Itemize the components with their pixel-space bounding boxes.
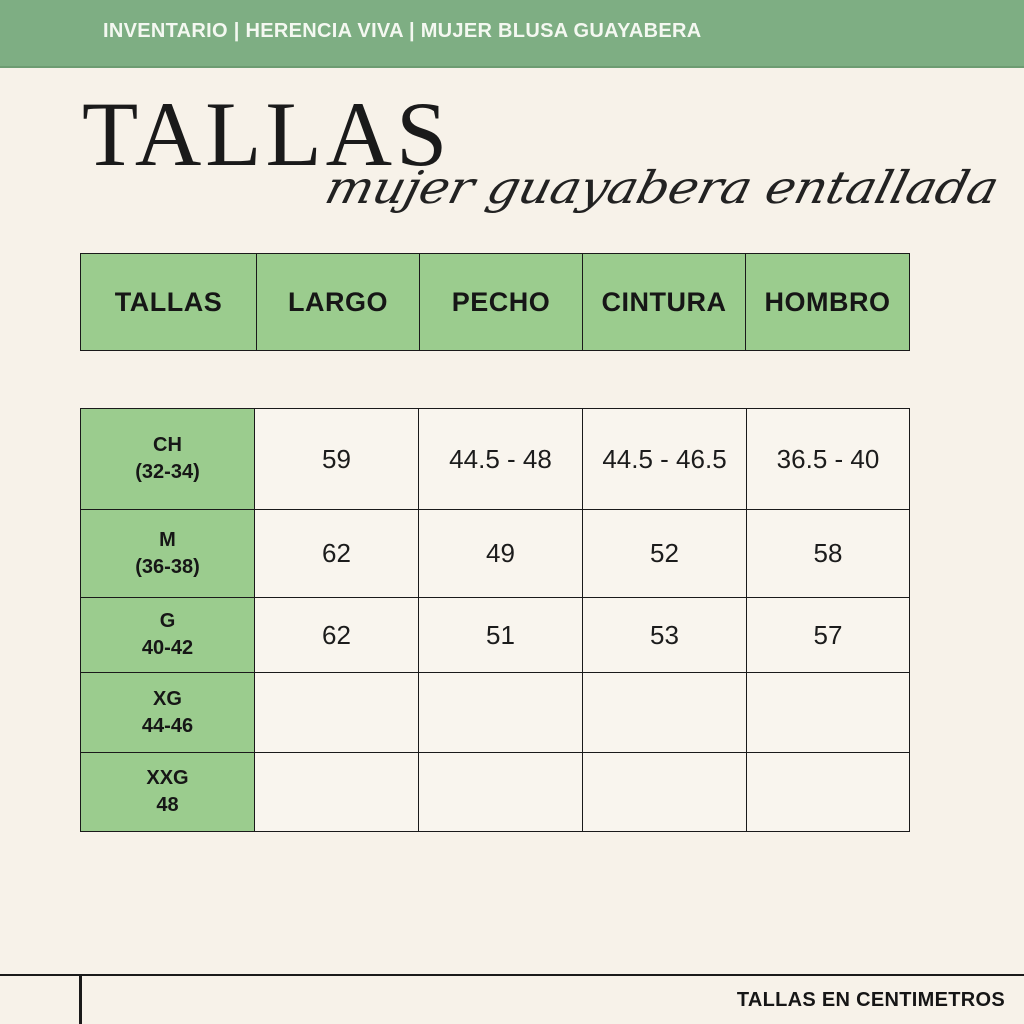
largo-value: 62 <box>255 510 419 598</box>
column-header-hombro: HOMBRO <box>746 254 910 351</box>
size-label <box>81 409 255 510</box>
size-range: (32-34) <box>135 461 200 483</box>
hombro-value: 57 <box>747 598 910 673</box>
cintura-value <box>583 753 747 832</box>
size-name: G <box>159 610 176 632</box>
table-row <box>81 510 910 598</box>
table-row <box>81 753 910 832</box>
largo-value: 62 <box>255 598 419 673</box>
size-range: 48 <box>156 794 179 816</box>
pecho-value: 49 <box>419 510 583 598</box>
size-name: XG <box>153 687 182 710</box>
largo-value: 59 <box>255 409 419 510</box>
header-row <box>81 254 910 351</box>
pecho-value: 51 <box>419 598 583 673</box>
cintura-value: 53 <box>583 598 747 673</box>
column-header-largo: LARGO <box>257 254 420 351</box>
cintura-value <box>583 673 747 753</box>
size-chart-body <box>80 408 910 832</box>
column-header-pecho: PECHO <box>420 254 583 351</box>
breadcrumb: INVENTARIO | HERENCIA VIVA | MUJER BLUSA GUAYABERA <box>103 20 702 42</box>
size-range: (36-38) <box>135 555 200 578</box>
size-label <box>81 598 255 673</box>
footer-divider <box>0 974 1024 976</box>
table-row <box>81 409 910 510</box>
table-row <box>81 673 910 753</box>
size-label <box>81 510 255 598</box>
size-name: CH <box>153 434 182 456</box>
size-name: M <box>159 528 176 551</box>
column-header-cintura: CINTURA <box>583 254 746 351</box>
cintura-value: 52 <box>583 510 747 598</box>
pecho-value: 44.5 - 48 <box>419 409 583 510</box>
pecho-value <box>419 753 583 832</box>
size-range: 44-46 <box>141 714 194 737</box>
size-range: 40-42 <box>141 637 194 659</box>
hombro-value: 36.5 - 40 <box>747 409 910 510</box>
footer-note: TALLAS EN CENTIMETROS <box>736 989 1005 1011</box>
size-label <box>81 673 255 753</box>
cintura-value: 44.5 - 46.5 <box>583 409 747 510</box>
size-label <box>81 753 255 832</box>
top-banner <box>0 0 1024 68</box>
hombro-value: 58 <box>747 510 910 598</box>
hombro-value <box>747 673 910 753</box>
page-title: TALLAS <box>82 83 452 185</box>
table-row <box>81 598 910 673</box>
largo-value <box>255 753 419 832</box>
size-name: XXG <box>146 767 189 789</box>
pecho-value <box>419 673 583 753</box>
size-chart-header <box>80 253 910 351</box>
largo-value <box>255 673 419 753</box>
hombro-value <box>747 753 910 832</box>
footer-vertical-divider <box>79 974 82 1024</box>
column-header-tallas: TALLAS <box>81 254 257 351</box>
page-subtitle: mujer guayabera entallada <box>320 161 1005 214</box>
